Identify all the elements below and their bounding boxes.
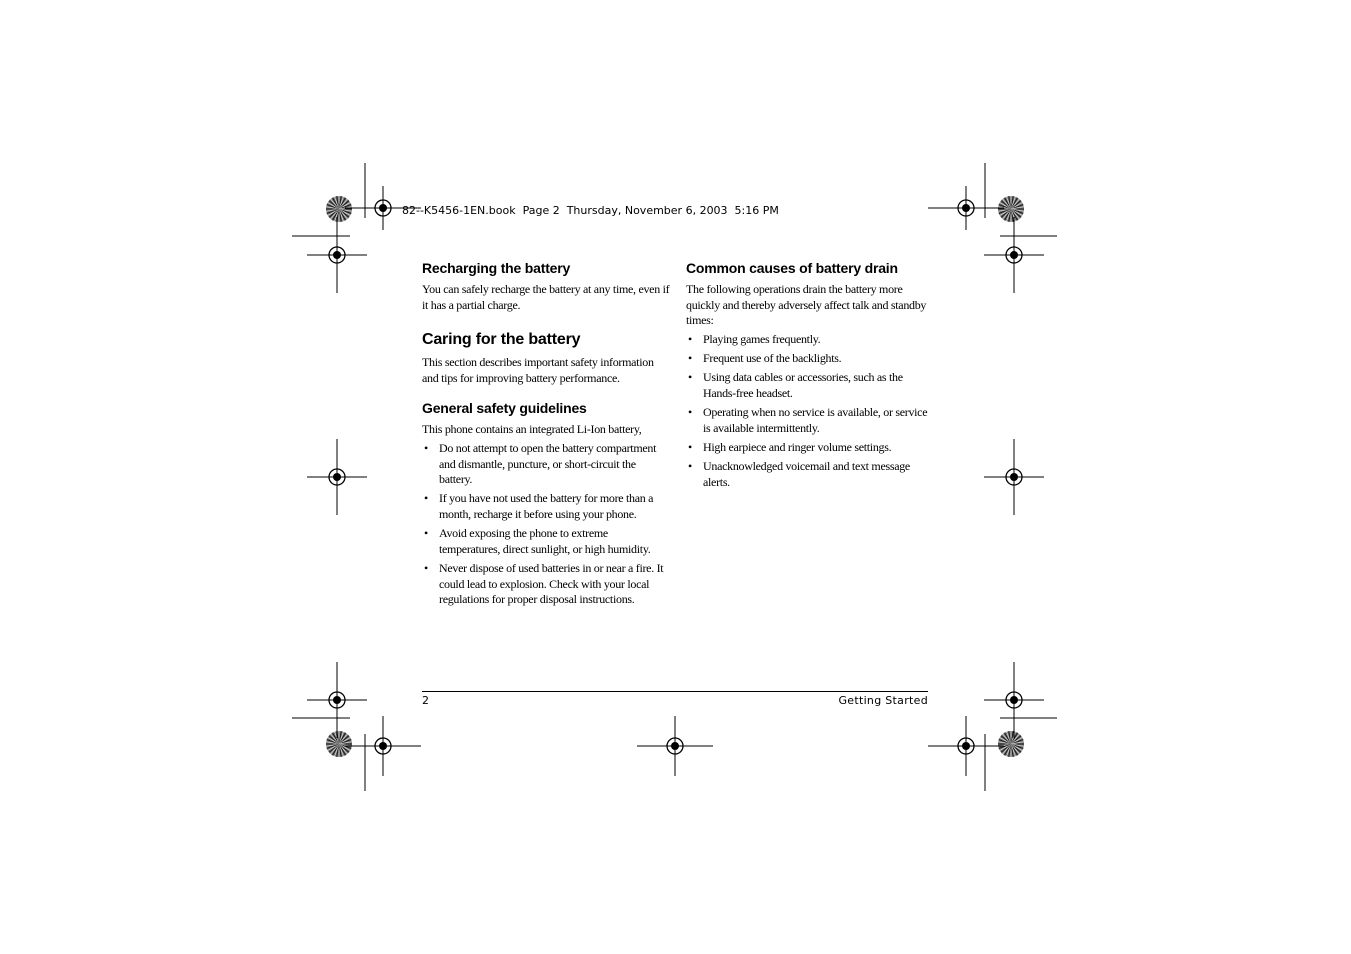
registration-dot-icon: [962, 204, 970, 212]
list-item: • Using data cables or accessories, such as the Hands-free headset.: [686, 370, 932, 401]
registration-circle-icon: [329, 469, 345, 485]
registration-dot-icon: [379, 742, 387, 750]
drain-list: [686, 332, 932, 490]
registration-dot-icon: [333, 251, 341, 259]
list-item: • Unacknowledged voicemail and text message alerts.: [686, 459, 932, 490]
registration-dot-icon: [962, 742, 970, 750]
registration-dot-icon: [671, 742, 679, 750]
right-column: [686, 259, 932, 494]
registration-circle-icon: [958, 200, 974, 216]
guidelines-list: [422, 441, 670, 608]
recharging-heading: Recharging the battery: [422, 260, 571, 276]
guidelines-heading: General safety guidelines: [422, 400, 587, 417]
registration-circle-icon: [375, 738, 391, 754]
registration-dot-icon: [1010, 473, 1018, 481]
caring-heading: Caring for the battery: [422, 331, 581, 349]
left-column: [422, 259, 670, 611]
list-item: • Avoid exposing the phone to extreme temperatures, direct sunlight, or high humidity.: [422, 526, 670, 557]
registration-dot-icon: [333, 696, 341, 704]
list-item: • Never dispose of used batteries in or near a fire. It could lead to explosion. Check with your local regulations for proper disposal instructions.: [422, 561, 670, 608]
list-item: • Do not attempt to open the battery compartment and dismantle, puncture, or short-circuit the battery.: [422, 441, 670, 488]
registration-circle-icon: [329, 692, 345, 708]
list-item: • Frequent use of the backlights.: [686, 351, 932, 367]
star-target-icon: [326, 731, 352, 757]
registration-circle-icon: [1006, 469, 1022, 485]
star-target-icon: [326, 196, 352, 222]
registration-circle-icon: [958, 738, 974, 754]
drain-intro: The following operations drain the battery more quickly and thereby adversely affect talk and standby times:: [686, 282, 927, 328]
registration-dot-icon: [333, 473, 341, 481]
drain-heading: Common causes of battery drain: [686, 260, 898, 276]
star-target-icon: [998, 196, 1024, 222]
list-item: • High earpiece and ringer volume settings.: [686, 440, 932, 456]
recharging-body: You can safely recharge the battery at any time, even if it has a partial charge.: [422, 282, 670, 312]
list-item: • Playing games frequently.: [686, 332, 932, 348]
list-item: • Operating when no service is available, or service is available intermittently.: [686, 405, 932, 436]
registration-circle-icon: [1006, 247, 1022, 263]
registration-circle-icon: [1006, 692, 1022, 708]
registration-dot-icon: [379, 204, 387, 212]
list-item: • If you have not used the battery for more than a month, recharge it before using your phone.: [422, 491, 670, 522]
registration-circle-icon: [667, 738, 683, 754]
registration-dot-icon: [1010, 696, 1018, 704]
page-number: 2: [422, 694, 429, 707]
section-name: Getting Started: [838, 694, 928, 707]
registration-circle-icon: [329, 247, 345, 263]
footer-rule: [422, 691, 928, 692]
star-target-icon: [998, 731, 1024, 757]
guidelines-intro: This phone contains an integrated Li-Ion battery,: [422, 422, 642, 437]
caring-body: This section describes important safety information and tips for improving battery performance.: [422, 355, 654, 385]
registration-circle-icon: [375, 200, 391, 216]
registration-dot-icon: [1010, 251, 1018, 259]
book-slug-line: 82--K5456-1EN.book Page 2 Thursday, November 6, 2003 5:16 PM: [402, 204, 779, 217]
